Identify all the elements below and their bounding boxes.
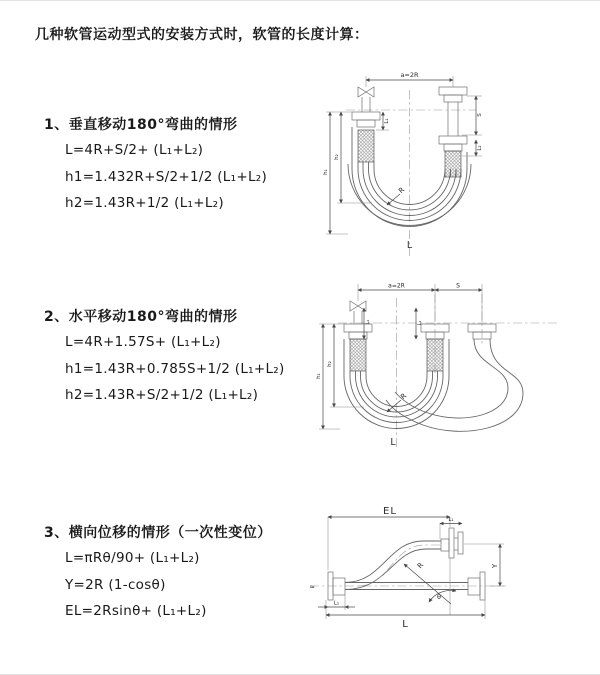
dim-label-l1-top: L₁	[448, 517, 454, 523]
section-lateral-displacement	[44, 522, 272, 631]
formula-h1: h1=1.432R+S/2+1/2 (L₁+L₂)	[65, 168, 268, 185]
formula-y: Y=2R (1-cosθ)	[65, 576, 166, 593]
upper-right-flange	[441, 528, 463, 558]
length-label: L	[406, 240, 413, 251]
section-1-heading: 1、垂直移动180°弯曲的情形	[44, 117, 238, 133]
right-pipe	[439, 76, 467, 177]
radius-label: R	[399, 391, 409, 402]
dimensions-top	[358, 283, 482, 323]
radius-label: R	[397, 185, 407, 196]
dim-label-l1: L₁	[384, 118, 390, 124]
page-top-edge	[0, 0, 600, 1]
dim-label-l2: L₂	[477, 145, 483, 151]
section-horizontal-bend	[44, 306, 285, 415]
formula-l: L=4R+S/2+ (L₁+L₂)	[65, 142, 204, 158]
dim-label-a2r: a=2R	[388, 282, 405, 290]
braided-hose-section	[350, 339, 366, 371]
braided-hose-section	[358, 130, 374, 162]
flange	[352, 112, 380, 120]
centerlines	[338, 294, 558, 448]
radius-label: R	[415, 561, 426, 571]
dim-label-l1: L₁	[365, 319, 371, 325]
pipe-break-mark: ≈	[309, 583, 315, 591]
diagram-horizontal-bend	[306, 276, 586, 462]
section-vertical-bend	[44, 114, 267, 223]
flange	[439, 136, 467, 144]
dim-label-a2r: a=2R	[400, 71, 419, 79]
flange	[439, 87, 467, 95]
dim-label-h2: h₂	[327, 361, 333, 367]
formula-l: L=πRθ/90+ (L₁+L₂)	[65, 550, 200, 566]
dim-label-h2: h₂	[334, 154, 340, 160]
braided-hose-section	[427, 339, 443, 371]
formula-h2: h2=1.43R+1/2 (L₁+L₂)	[65, 195, 224, 211]
diagram-vertical-bend	[310, 64, 502, 262]
left-pipe	[352, 76, 380, 162]
dim-label-y: Y	[491, 563, 499, 569]
formula-l: L=4R+1.57S+ (L₁+L₂)	[65, 334, 221, 350]
valve-icon	[358, 87, 374, 97]
section-3-heading: 3、横向位移的情形（一次性变位）	[44, 525, 272, 541]
page-title: 几种软管运动型式的安装方式时，软管的长度计算：	[35, 27, 369, 43]
dim-label-l1-bottom: L₁	[333, 600, 340, 607]
dimensions-fittings	[364, 308, 423, 339]
annotations	[387, 392, 408, 448]
section-2-heading: 2、水平移动180°弯曲的情形	[44, 309, 238, 325]
diagram-lateral-displacement	[298, 496, 598, 654]
dim-label-s: S	[477, 113, 483, 117]
angle-label-theta: θ	[437, 593, 441, 601]
dimensions	[318, 506, 504, 630]
valve-icon	[350, 301, 366, 311]
flange	[458, 532, 463, 554]
formula-h2: h2=1.43R+S/2+1/2 (L₁+L₂)	[65, 387, 259, 403]
left-pipe	[344, 301, 372, 371]
braided-hose-section	[445, 151, 461, 177]
formula-h1: h1=1.43R+0.785S+1/2 (L₁+L₂)	[65, 360, 285, 377]
dim-label-h1: h₁	[316, 373, 322, 379]
flange	[449, 528, 454, 558]
length-label: L	[390, 437, 396, 448]
dim-label-l2: L₂	[417, 320, 423, 326]
dim-label-h1: h₁	[323, 169, 329, 175]
moved-position-hose	[386, 339, 523, 431]
length-label: L	[402, 619, 408, 630]
formula-el: EL=2Rsinθ+ (L₁+L₂)	[65, 603, 207, 619]
dim-label-s: S	[456, 282, 460, 290]
dim-label-el: EL	[383, 506, 397, 517]
